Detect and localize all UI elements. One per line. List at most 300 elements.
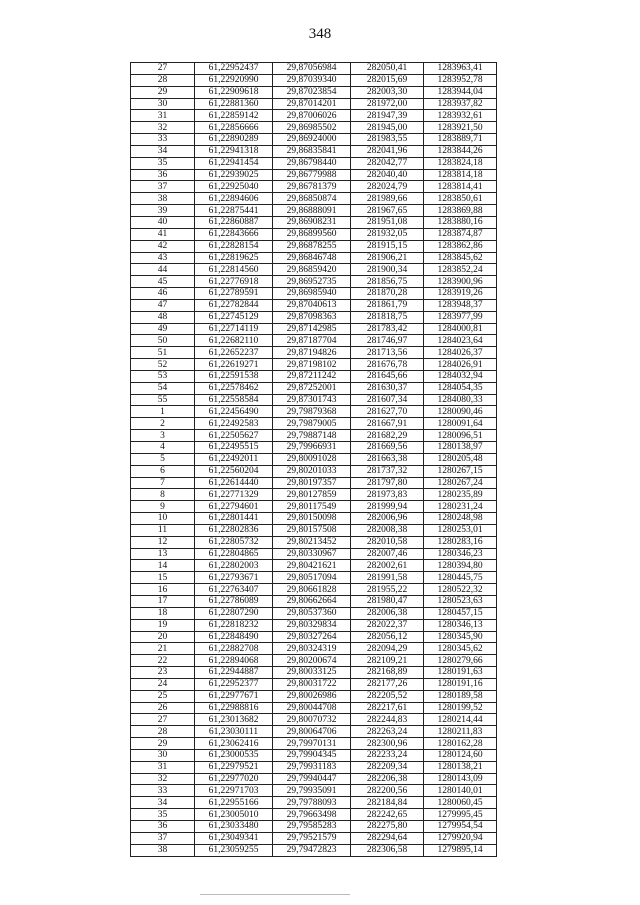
point-number-cell: 4 [131,442,195,454]
y-coordinate-cell: 1283919,26 [424,288,497,300]
point-number-cell: 52 [131,359,195,371]
x-coordinate-cell: 282040,40 [351,169,424,181]
x-coordinate-cell: 281856,75 [351,276,424,288]
table-row [131,359,497,371]
latitude-cell: 61,23030111 [195,726,273,738]
y-coordinate-cell: 1280457,15 [424,607,497,619]
table-row [131,489,497,501]
longitude-cell: 29,79970131 [273,738,351,750]
table-row [131,347,497,359]
x-coordinate-cell: 282008,38 [351,524,424,536]
point-number-cell: 38 [131,193,195,205]
longitude-cell: 29,87301743 [273,394,351,406]
point-number-cell: 45 [131,276,195,288]
longitude-cell: 29,80327264 [273,631,351,643]
table-row [131,809,497,821]
y-coordinate-cell: 1280191,63 [424,667,497,679]
table-row [131,216,497,228]
y-coordinate-cell: 1283845,62 [424,252,497,264]
longitude-cell: 29,87211242 [273,370,351,382]
longitude-cell: 29,87187704 [273,335,351,347]
point-number-cell: 32 [131,122,195,134]
y-coordinate-cell: 1280394,80 [424,560,497,572]
x-coordinate-cell: 282233,24 [351,749,424,761]
y-coordinate-cell: 1280522,32 [424,584,497,596]
longitude-cell: 29,79940447 [273,773,351,785]
y-coordinate-cell: 1280267,15 [424,465,497,477]
y-coordinate-cell: 1280345,90 [424,631,497,643]
point-number-cell: 28 [131,74,195,86]
y-coordinate-cell: 1284032,94 [424,370,497,382]
x-coordinate-cell: 282006,96 [351,513,424,525]
table-row [131,382,497,394]
x-coordinate-cell: 282007,46 [351,548,424,560]
table-row [131,299,497,311]
y-coordinate-cell: 1280143,09 [424,773,497,785]
latitude-cell: 61,22920990 [195,74,273,86]
longitude-cell: 29,86888091 [273,205,351,217]
point-number-cell: 2 [131,418,195,430]
latitude-cell: 61,22614440 [195,477,273,489]
point-number-cell: 3 [131,430,195,442]
x-coordinate-cell: 282002,61 [351,560,424,572]
latitude-cell: 61,23062416 [195,738,273,750]
y-coordinate-cell: 1284080,33 [424,394,497,406]
longitude-cell: 29,86985940 [273,288,351,300]
longitude-cell: 29,86908231 [273,216,351,228]
y-coordinate-cell: 1283814,18 [424,169,497,181]
point-number-cell: 22 [131,655,195,667]
table-row [131,252,497,264]
latitude-cell: 61,22782844 [195,299,273,311]
latitude-cell: 61,22909618 [195,86,273,98]
y-coordinate-cell: 1283900,96 [424,276,497,288]
table-row [131,311,497,323]
point-number-cell: 26 [131,702,195,714]
table-row [131,276,497,288]
longitude-cell: 29,80070732 [273,714,351,726]
latitude-cell: 61,22492011 [195,453,273,465]
x-coordinate-cell: 281797,80 [351,477,424,489]
longitude-cell: 29,87040613 [273,299,351,311]
x-coordinate-cell: 282244,83 [351,714,424,726]
x-coordinate-cell: 281980,47 [351,595,424,607]
x-coordinate-cell: 281999,94 [351,501,424,513]
y-coordinate-cell: 1284000,81 [424,323,497,335]
point-number-cell: 40 [131,216,195,228]
longitude-cell: 29,79472823 [273,844,351,856]
point-number-cell: 24 [131,678,195,690]
x-coordinate-cell: 282200,56 [351,785,424,797]
latitude-cell: 61,22944887 [195,667,273,679]
point-number-cell: 8 [131,489,195,501]
longitude-cell: 29,79966931 [273,442,351,454]
longitude-cell: 29,79663498 [273,809,351,821]
longitude-cell: 29,87098363 [273,311,351,323]
point-number-cell: 48 [131,311,195,323]
y-coordinate-cell: 1283852,24 [424,264,497,276]
x-coordinate-cell: 282205,52 [351,690,424,702]
y-coordinate-cell: 1280283,16 [424,536,497,548]
x-coordinate-cell: 282022,37 [351,619,424,631]
point-number-cell: 29 [131,738,195,750]
latitude-cell: 61,22505627 [195,430,273,442]
table-row [131,607,497,619]
point-number-cell: 51 [131,347,195,359]
longitude-cell: 29,80127859 [273,489,351,501]
longitude-cell: 29,80329834 [273,619,351,631]
latitude-cell: 61,22793671 [195,572,273,584]
x-coordinate-cell: 281945,00 [351,122,424,134]
y-coordinate-cell: 1279995,45 [424,809,497,821]
table-row [131,145,497,157]
latitude-cell: 61,22952437 [195,63,273,75]
table-row [131,749,497,761]
x-coordinate-cell: 282209,34 [351,761,424,773]
latitude-cell: 61,22802003 [195,560,273,572]
table-row [131,643,497,655]
x-coordinate-cell: 281667,91 [351,418,424,430]
y-coordinate-cell: 1280124,60 [424,749,497,761]
latitude-cell: 61,22875441 [195,205,273,217]
point-number-cell: 35 [131,809,195,821]
latitude-cell: 61,22894606 [195,193,273,205]
x-coordinate-cell: 281915,15 [351,240,424,252]
point-number-cell: 27 [131,714,195,726]
latitude-cell: 61,22801441 [195,513,273,525]
point-number-cell: 31 [131,110,195,122]
y-coordinate-cell: 1280445,75 [424,572,497,584]
longitude-cell: 29,79879368 [273,406,351,418]
x-coordinate-cell: 281991,58 [351,572,424,584]
table-row [131,169,497,181]
y-coordinate-cell: 1280205,48 [424,453,497,465]
table-row [131,86,497,98]
latitude-cell: 61,22882708 [195,643,273,655]
latitude-cell: 61,22814560 [195,264,273,276]
x-coordinate-cell: 282184,84 [351,797,424,809]
y-coordinate-cell: 1283814,41 [424,181,497,193]
point-number-cell: 6 [131,465,195,477]
point-number-cell: 28 [131,726,195,738]
latitude-cell: 61,22492583 [195,418,273,430]
x-coordinate-cell: 281955,22 [351,584,424,596]
table-row [131,726,497,738]
table-row [131,702,497,714]
y-coordinate-cell: 1283948,37 [424,299,497,311]
latitude-cell: 61,22977671 [195,690,273,702]
longitude-cell: 29,80031722 [273,678,351,690]
x-coordinate-cell: 281676,78 [351,359,424,371]
table-row [131,619,497,631]
point-number-cell: 47 [131,299,195,311]
x-coordinate-cell: 282041,96 [351,145,424,157]
table-row [131,228,497,240]
x-coordinate-cell: 282300,96 [351,738,424,750]
table-row [131,181,497,193]
latitude-cell: 61,22456490 [195,406,273,418]
x-coordinate-cell: 281861,79 [351,299,424,311]
x-coordinate-cell: 282306,58 [351,844,424,856]
y-coordinate-cell: 1280248,98 [424,513,497,525]
y-coordinate-cell: 1280267,24 [424,477,497,489]
longitude-cell: 29,86781379 [273,181,351,193]
point-number-cell: 15 [131,572,195,584]
x-coordinate-cell: 281967,65 [351,205,424,217]
x-coordinate-cell: 282109,21 [351,655,424,667]
longitude-cell: 29,86850874 [273,193,351,205]
table-row [131,335,497,347]
latitude-cell: 61,23049341 [195,832,273,844]
longitude-cell: 29,86878255 [273,240,351,252]
y-coordinate-cell: 1283862,86 [424,240,497,252]
point-number-cell: 41 [131,228,195,240]
table-row [131,370,497,382]
longitude-cell: 29,80044708 [273,702,351,714]
longitude-cell: 29,79879005 [273,418,351,430]
latitude-cell: 61,22763407 [195,584,273,596]
longitude-cell: 29,80197357 [273,477,351,489]
point-number-cell: 16 [131,584,195,596]
x-coordinate-cell: 282006,38 [351,607,424,619]
x-coordinate-cell: 281870,28 [351,288,424,300]
latitude-cell: 61,22941454 [195,157,273,169]
table-row [131,560,497,572]
x-coordinate-cell: 281932,05 [351,228,424,240]
latitude-cell: 61,22789591 [195,288,273,300]
y-coordinate-cell: 1284023,64 [424,335,497,347]
x-coordinate-cell: 282275,80 [351,821,424,833]
longitude-cell: 29,87142985 [273,323,351,335]
point-number-cell: 18 [131,607,195,619]
longitude-cell: 29,80157508 [273,524,351,536]
point-number-cell: 23 [131,667,195,679]
x-coordinate-cell: 282177,26 [351,678,424,690]
y-coordinate-cell: 1283963,41 [424,63,497,75]
table-row [131,678,497,690]
longitude-cell: 29,80033125 [273,667,351,679]
longitude-cell: 29,86835841 [273,145,351,157]
longitude-cell: 29,86952735 [273,276,351,288]
longitude-cell: 29,86924000 [273,134,351,146]
point-number-cell: 37 [131,832,195,844]
latitude-cell: 61,22714119 [195,323,273,335]
table-row [131,797,497,809]
x-coordinate-cell: 282294,64 [351,832,424,844]
table-row [131,74,497,86]
point-number-cell: 49 [131,323,195,335]
x-coordinate-cell: 281663,38 [351,453,424,465]
table-row [131,524,497,536]
latitude-cell: 61,22955166 [195,797,273,809]
latitude-cell: 61,22828154 [195,240,273,252]
x-coordinate-cell: 281746,97 [351,335,424,347]
table-row [131,453,497,465]
table-row [131,844,497,856]
y-coordinate-cell: 1280138,97 [424,442,497,454]
latitude-cell: 61,22495515 [195,442,273,454]
latitude-cell: 61,22843666 [195,228,273,240]
latitude-cell: 61,23013682 [195,714,273,726]
point-number-cell: 20 [131,631,195,643]
latitude-cell: 61,23005010 [195,809,273,821]
longitude-cell: 29,87014201 [273,98,351,110]
point-number-cell: 21 [131,643,195,655]
table-row [131,430,497,442]
point-number-cell: 33 [131,134,195,146]
latitude-cell: 61,22652237 [195,347,273,359]
longitude-cell: 29,87023854 [273,86,351,98]
x-coordinate-cell: 281627,70 [351,406,424,418]
y-coordinate-cell: 1279895,14 [424,844,497,856]
y-coordinate-cell: 1284026,37 [424,347,497,359]
x-coordinate-cell: 282024,79 [351,181,424,193]
y-coordinate-cell: 1284054,35 [424,382,497,394]
longitude-cell: 29,87194826 [273,347,351,359]
table-row [131,288,497,300]
point-number-cell: 14 [131,560,195,572]
point-number-cell: 35 [131,157,195,169]
point-number-cell: 19 [131,619,195,631]
latitude-cell: 61,23059255 [195,844,273,856]
table-row [131,134,497,146]
longitude-cell: 29,86779988 [273,169,351,181]
point-number-cell: 7 [131,477,195,489]
longitude-cell: 29,80421621 [273,560,351,572]
latitude-cell: 61,22925040 [195,181,273,193]
longitude-cell: 29,80091028 [273,453,351,465]
x-coordinate-cell: 282094,29 [351,643,424,655]
longitude-cell: 29,79904345 [273,749,351,761]
latitude-cell: 61,22794601 [195,501,273,513]
x-coordinate-cell: 282206,38 [351,773,424,785]
y-coordinate-cell: 1279954,54 [424,821,497,833]
table-row [131,323,497,335]
point-number-cell: 34 [131,797,195,809]
x-coordinate-cell: 282242,65 [351,809,424,821]
longitude-cell: 29,86899560 [273,228,351,240]
point-number-cell: 10 [131,513,195,525]
latitude-cell: 61,22890289 [195,134,273,146]
longitude-cell: 29,79788093 [273,797,351,809]
y-coordinate-cell: 1280060,45 [424,797,497,809]
latitude-cell: 61,22745129 [195,311,273,323]
x-coordinate-cell: 282056,12 [351,631,424,643]
y-coordinate-cell: 1283977,99 [424,311,497,323]
table-row [131,832,497,844]
y-coordinate-cell: 1283944,04 [424,86,497,98]
table-row [131,110,497,122]
latitude-cell: 61,22558584 [195,394,273,406]
x-coordinate-cell: 281607,34 [351,394,424,406]
x-coordinate-cell: 282263,24 [351,726,424,738]
table-row [131,821,497,833]
latitude-cell: 61,22819625 [195,252,273,264]
latitude-cell: 61,22591538 [195,370,273,382]
longitude-cell: 29,87006026 [273,110,351,122]
table-row [131,667,497,679]
longitude-cell: 29,79585283 [273,821,351,833]
point-number-cell: 32 [131,773,195,785]
point-number-cell: 11 [131,524,195,536]
longitude-cell: 29,80150098 [273,513,351,525]
x-coordinate-cell: 281818,75 [351,311,424,323]
x-coordinate-cell: 281737,32 [351,465,424,477]
longitude-cell: 29,86846748 [273,252,351,264]
latitude-cell: 61,22776918 [195,276,273,288]
longitude-cell: 29,87198102 [273,359,351,371]
table-row [131,738,497,750]
table-row [131,264,497,276]
y-coordinate-cell: 1283874,87 [424,228,497,240]
x-coordinate-cell: 282042,77 [351,157,424,169]
bottom-divider [200,894,350,895]
longitude-cell: 29,87252001 [273,382,351,394]
longitude-cell: 29,79931183 [273,761,351,773]
x-coordinate-cell: 281713,56 [351,347,424,359]
longitude-cell: 29,79521579 [273,832,351,844]
latitude-cell: 61,22807290 [195,607,273,619]
latitude-cell: 61,22971703 [195,785,273,797]
point-number-cell: 55 [131,394,195,406]
table-row [131,63,497,75]
table-row [131,477,497,489]
y-coordinate-cell: 1283824,18 [424,157,497,169]
latitude-cell: 61,22859142 [195,110,273,122]
point-number-cell: 38 [131,844,195,856]
latitude-cell: 61,22881360 [195,98,273,110]
x-coordinate-cell: 281906,21 [351,252,424,264]
y-coordinate-cell: 1280253,01 [424,524,497,536]
point-number-cell: 34 [131,145,195,157]
longitude-cell: 29,80064706 [273,726,351,738]
longitude-cell: 29,79887148 [273,430,351,442]
latitude-cell: 61,22894068 [195,655,273,667]
table-row [131,714,497,726]
y-coordinate-cell: 1280346,13 [424,619,497,631]
x-coordinate-cell: 281972,00 [351,98,424,110]
point-number-cell: 39 [131,205,195,217]
latitude-cell: 61,22856666 [195,122,273,134]
y-coordinate-cell: 1279920,94 [424,832,497,844]
longitude-cell: 29,86859420 [273,264,351,276]
table-row [131,584,497,596]
x-coordinate-cell: 281783,42 [351,323,424,335]
y-coordinate-cell: 1280162,28 [424,738,497,750]
point-number-cell: 54 [131,382,195,394]
latitude-cell: 61,22952377 [195,678,273,690]
y-coordinate-cell: 1283932,61 [424,110,497,122]
longitude-cell: 29,86985502 [273,122,351,134]
longitude-cell: 29,80662664 [273,595,351,607]
y-coordinate-cell: 1280096,51 [424,430,497,442]
point-number-cell: 9 [131,501,195,513]
latitude-cell: 61,22682110 [195,335,273,347]
latitude-cell: 61,22786089 [195,595,273,607]
table-row [131,157,497,169]
point-number-cell: 13 [131,548,195,560]
y-coordinate-cell: 1283937,82 [424,98,497,110]
y-coordinate-cell: 1280279,66 [424,655,497,667]
table-row [131,465,497,477]
point-number-cell: 29 [131,86,195,98]
table-row [131,761,497,773]
point-number-cell: 42 [131,240,195,252]
y-coordinate-cell: 1280140,01 [424,785,497,797]
y-coordinate-cell: 1283880,16 [424,216,497,228]
longitude-cell: 29,86798440 [273,157,351,169]
latitude-cell: 61,22560204 [195,465,273,477]
